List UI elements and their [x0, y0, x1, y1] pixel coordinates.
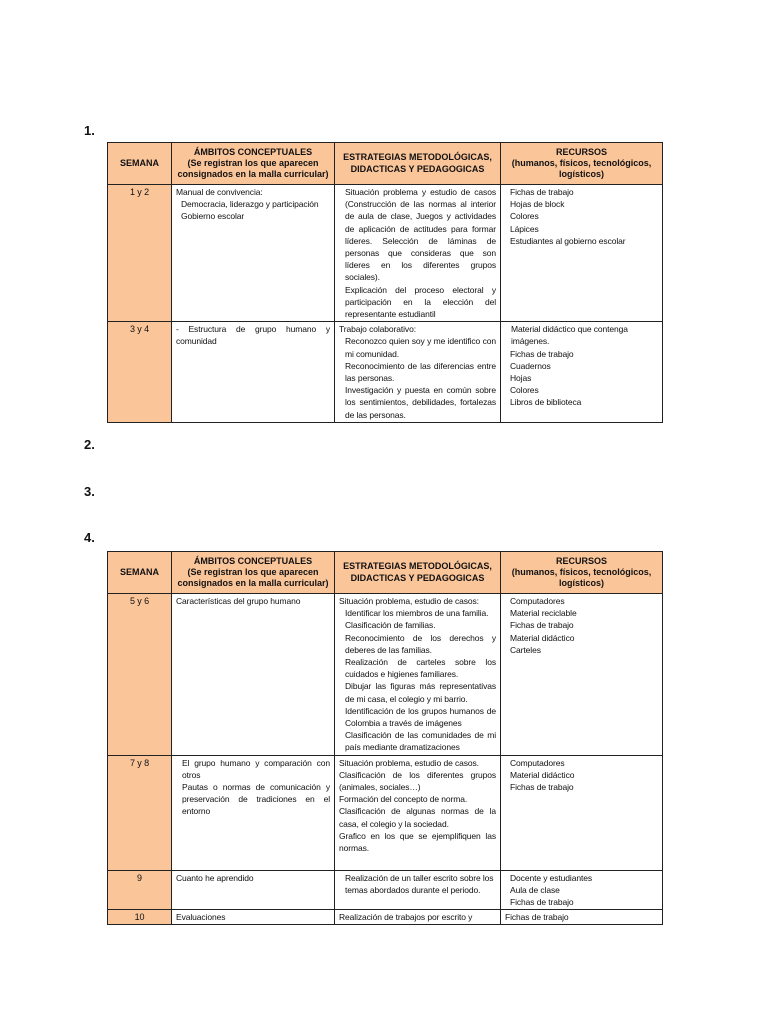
table-row [108, 870, 663, 910]
ambitos-cell: Manual de convivencia: Democracia, liderazgo y participación Gobierno escolar [172, 185, 335, 322]
table-row [108, 594, 663, 756]
ambitos-cell: Cuanto he aprendido [172, 870, 335, 910]
table-header-row [108, 552, 663, 594]
item-number-3: 3. [84, 484, 95, 499]
header-estrategias: ESTRATEGIAS METODOLÓGICAS, DIDACTICAS Y PEDAGOGICAS [335, 552, 501, 594]
planning-table-2 [107, 551, 663, 925]
semana-cell: 3 y 4 [108, 322, 172, 423]
header-ambitos: ÁMBITOS CONCEPTUALES (Se registran los que aparecen consignados en la malla curricular) [172, 143, 335, 185]
item-number-4: 4. [84, 530, 95, 545]
estrategias-cell: Situación problema, estudio de casos. Clasificación de los diferentes grupos (animales, sociales…) Formación del concepto de norma. Clasificación de algunas normas de la casa, el colegio y la sociedad. Grafico en los que se ejemplifiquen las normas. [335, 755, 501, 870]
planning-table-1 [107, 142, 663, 423]
ambitos-cell: - Estructura de grupo humano y comunidad [172, 322, 335, 423]
table-row [108, 755, 663, 870]
ambitos-cell: Características del grupo humano [172, 594, 335, 756]
table-row [108, 322, 663, 423]
estrategias-cell: Realización de trabajos por escrito y [335, 910, 501, 925]
estrategias-cell: Situación problema y estudio de casos (Construcción de las normas al interior de aula de clase, Juegos y actividades de aplicación de actitudes para formar líderes. Selección de láminas de personas que consideras que son líderes en los diferentes grupos sociales). Explicación del proceso electoral y participación en la elección del representante estudiantil [335, 185, 501, 322]
ambitos-cell: Evaluaciones [172, 910, 335, 925]
ambitos-cell: El grupo humano y comparación con otros Pautas o normas de comunicación y preservación de tradiciones en el entorno [172, 755, 335, 870]
table-row [108, 185, 663, 322]
recursos-cell: Material didáctico que contenga imágenes. Fichas de trabajo Cuadernos Hojas Colores Libros de biblioteca [501, 322, 663, 423]
item-number-2: 2. [84, 437, 95, 452]
recursos-cell: Computadores Material reciclable Fichas de trabajo Material didáctico Carteles [501, 594, 663, 756]
header-estrategias: ESTRATEGIAS METODOLÓGICAS, DIDACTICAS Y PEDAGOGICAS [335, 143, 501, 185]
semana-cell: 5 y 6 [108, 594, 172, 756]
header-recursos: RECURSOS (humanos, físicos, tecnológicos, logísticos) [501, 143, 663, 185]
recursos-cell: Docente y estudiantes Aula de clase Fichas de trabajo [501, 870, 663, 910]
item-number-1: 1. [84, 123, 95, 138]
estrategias-cell: Realización de un taller escrito sobre los temas abordados durante el periodo. [335, 870, 501, 910]
header-recursos: RECURSOS (humanos, físicos, tecnológicos, logísticos) [501, 552, 663, 594]
estrategias-cell: Trabajo colaborativo: Reconozco quien soy y me identifico con mi comunidad. Reconocimiento de las diferencias entre las personas. Investigación y puesta en común sobre los sentimientos, debilidades, fortalezas de las personas. [335, 322, 501, 423]
header-semana: SEMANA [108, 143, 172, 185]
header-semana: SEMANA [108, 552, 172, 594]
table-header-row [108, 143, 663, 185]
semana-cell: 10 [108, 910, 172, 925]
table-row [108, 910, 663, 925]
estrategias-cell: Situación problema, estudio de casos: Identificar los miembros de una familia. Clasificación de familias. Reconocimiento de los derechos y deberes de las familias. Realización de carteles sobre los cuidados e higienes familiares. Dibujar las figuras más representativas de mi casa, el colegio y mi barrio. Identificación de los grupos humanos de Colombia a través de imágenes Clasificación de las comunidades de mi país mediante dramatizaciones [335, 594, 501, 756]
recursos-cell: Computadores Material didáctico Fichas de trabajo [501, 755, 663, 870]
semana-cell: 1 y 2 [108, 185, 172, 322]
recursos-cell: Fichas de trabajo [501, 910, 663, 925]
semana-cell: 7 y 8 [108, 755, 172, 870]
header-ambitos: ÁMBITOS CONCEPTUALES (Se registran los que aparecen consignados en la malla curricular) [172, 552, 335, 594]
semana-cell: 9 [108, 870, 172, 910]
recursos-cell: Fichas de trabajo Hojas de block Colores Lápices Estudiantes al gobierno escolar [501, 185, 663, 322]
